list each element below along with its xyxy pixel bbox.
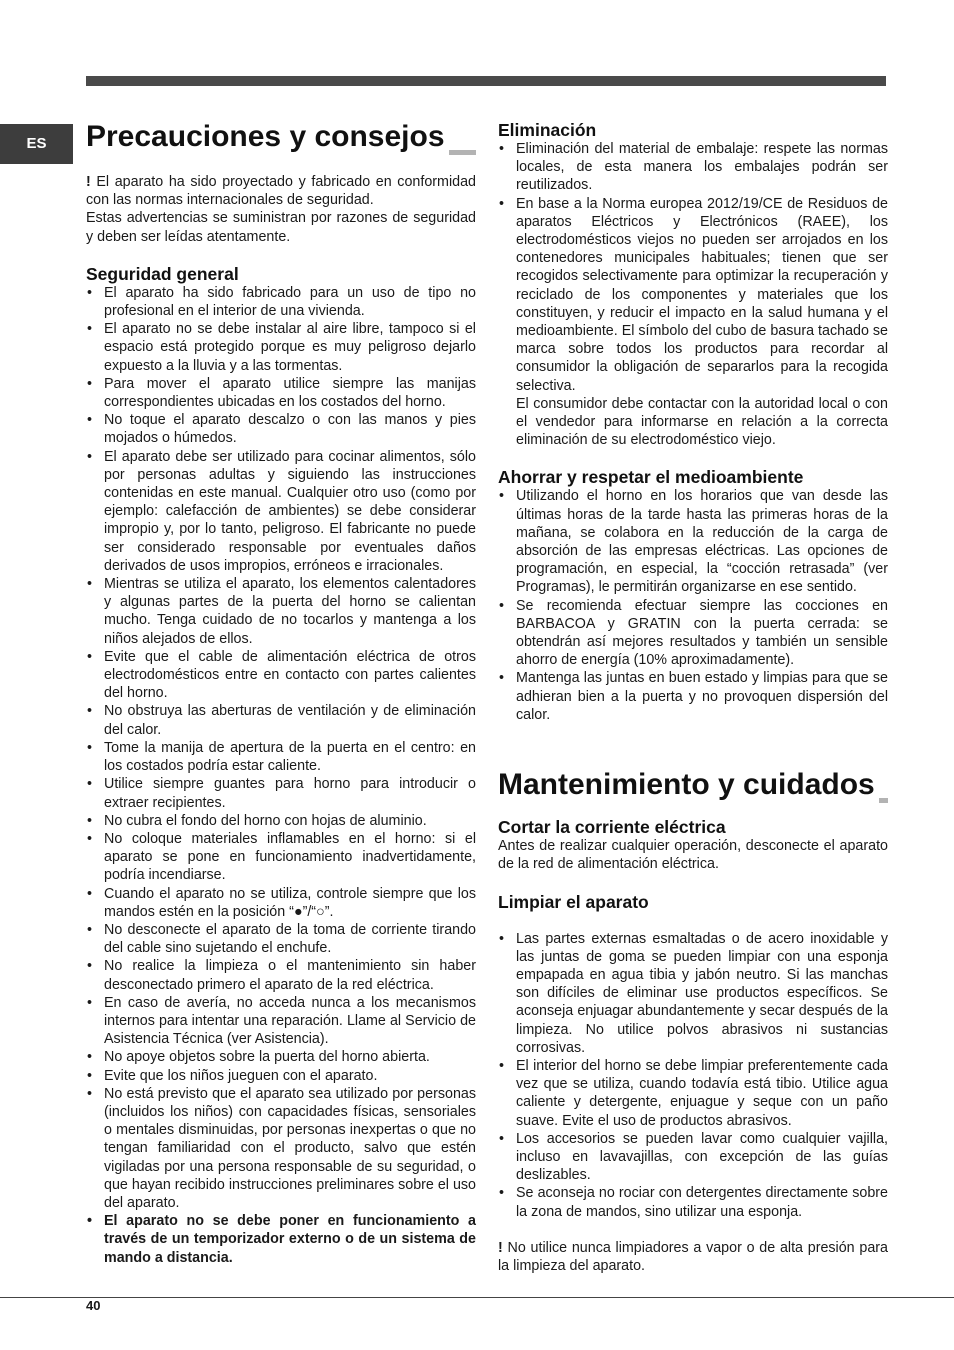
warning-mark: ! — [498, 1239, 503, 1256]
list-item: • Evite que el cable de alimentación eléctrica de otros electrodomésticos entre en contacto con partes calientes del horno. — [86, 648, 476, 703]
list-item-text: En base a la Norma europea 2012/19/CE de Residuos de aparatos Eléctricos y Electrónicos (RAEE), los electrodomésticos viejos no pueden ser arrojados en los contenedores municipales habituales; tienen que ser recogidos selectivamente para optimizar la recuperación y reciclado de los componentes y materiales que los constituyen, y reducir el impacto en la salud humana y el medioambiente. El símbolo del cubo de basura tachado se marca sobre todos los productos para recordar al consumidor la obligación de separarlos para la recogida selectiva. — [516, 195, 888, 394]
steam-warning-text: No utilice nunca limpiadores a vapor o de alta presión para la limpieza del aparato. — [498, 1239, 888, 1274]
save-list — [498, 487, 888, 724]
disposal-heading: Eliminación — [498, 120, 597, 140]
power-text: Antes de realizar cualquier operación, desconecte el aparato de la red de alimentación eléctrica. — [498, 838, 888, 873]
list-item: • Los accesorios se pueden lavar como cualquier vajilla, incluso en lavavajillas, con excepción de las guías deslizables. — [498, 1130, 888, 1185]
list-item: • No toque el aparato descalzo o con las manos y pies mojados o húmedos. — [86, 411, 476, 447]
list-item: • Utilice siempre guantes para horno para introducir o extraer recipientes. — [86, 775, 476, 811]
list-item: • Tome la manija de apertura de la puerta en el centro: en los costados podría estar caliente. — [86, 739, 476, 775]
list-item: • No obstruya las aberturas de ventilación y de eliminación del calor. — [86, 702, 476, 738]
list-item: • No coloque materiales inflamables en el horno: si el aparato se pone en funcionamiento inadvertidamente, podría incendiarse. — [86, 830, 476, 885]
safety-heading: Seguridad general — [86, 263, 239, 284]
warning-mark: ! — [86, 174, 91, 190]
maintenance-title: Mantenimiento y cuidados — [498, 767, 879, 803]
list-item: • El aparato debe ser utilizado para cocinar alimentos, sólo por personas adultas y siguiendo las instrucciones contenidas en este manual. Cualquier otro uso (como por ejemplo: calefacción de ambientes) se debe considerar impropio y, por lo tanto, peligroso. El fabricante no puede ser considerado responsable por eventuales daños derivados de usos impropios, erróneos e irracionales. — [86, 448, 476, 575]
list-item: • No está previsto que el aparato sea utilizado por personas (incluidos los niños) con capacidades físicas, sensoriales o mentales disminuidas, por personas inexpertas o que no tengan familiaridad con el producto, salvo que estén vigiladas por una persona responsable de su seguridad, o que hayan recibido instrucciones preliminares sobre el uso del aparato. — [86, 1085, 476, 1212]
footer-rule — [0, 1297, 954, 1298]
intro-paragraph-1 — [86, 173, 476, 209]
list-item-bold: • El aparato no se debe poner en funcionamiento a través de un temporizador externo o de un sistema de mando a distancia. — [86, 1212, 476, 1267]
precautions-title: Precauciones y consejos — [86, 119, 449, 155]
list-item: • Se recomienda efectuar siempre las cocciones en BARBACOA y GRATIN con la puerta cerrada: se obtendrán así mejores resultados y también un sensible ahorro de energía (10% aproximadamente). — [498, 597, 888, 670]
right-column — [498, 120, 888, 1275]
page-number: 40 — [86, 1298, 101, 1313]
intro-paragraph-2: Estas advertencias se suministran por razones de seguridad y deben ser leídas atentamente. — [86, 210, 476, 245]
list-item: • Utilizando el horno en los horarios que van desde las últimas horas de la tarde hasta las primeras horas de la mañana, se colabora en la reducción de la carga de absorción de las empresas eléctricas. Las opciones de programación, en especial, la “cocción retrasada” (ver Programas), le permitirán organizarse en ese sentido. — [498, 487, 888, 596]
precautions-title-wrap — [86, 114, 476, 155]
list-item — [498, 195, 888, 450]
safety-list — [86, 284, 476, 1267]
list-item: • El aparato ha sido fabricado para un uso de tipo no profesional en el interior de una vivienda. — [86, 284, 476, 320]
clean-list — [498, 930, 888, 1221]
list-item: • En caso de avería, no acceda nunca a los mecanismos internos para intentar una reparación. Llame al Servicio de Asistencia Técnica (ver Asistencia). — [86, 994, 476, 1049]
list-item: • Se aconseja no rociar con detergentes directamente sobre la zona de mandos, sino utilizar una esponja. — [498, 1184, 888, 1220]
top-rule — [86, 76, 886, 86]
save-heading: Ahorrar y respetar el medioambiente — [498, 467, 804, 488]
language-tab: ES — [0, 124, 73, 164]
list-item: • Evite que los niños jueguen con el aparato. — [86, 1067, 476, 1085]
list-item: • El interior del horno se debe limpiar preferentemente cada vez que se utiliza, cuando todavía está tibio. Utilice agua caliente y detergente, enjuague y seque con un paño suave. Evite el uso de productos abrasivos. — [498, 1057, 888, 1130]
power-heading: Cortar la corriente eléctrica — [498, 817, 726, 838]
intro-text-1: El aparato ha sido proyectado y fabricado en conformidad con las normas internacionales de seguridad. — [86, 174, 476, 209]
list-item: • El aparato no se debe instalar al aire libre, tampoco si el espacio está protegido porque es muy peligroso dejarlo expuesto a la lluvia y a las tormentas. — [86, 320, 476, 375]
left-column — [86, 114, 476, 1267]
list-item: • No realice la limpieza o el mantenimiento sin haber desconectado primero el aparato de la red eléctrica. — [86, 957, 476, 993]
maintenance-title-wrap — [498, 762, 888, 803]
list-item: • Cuando el aparato no se utiliza, controle siempre que los mandos estén en la posición “●”/“○”. — [86, 885, 476, 921]
list-item: • Las partes externas esmaltadas o de acero inoxidable y las juntas de goma se pueden limpiar con una esponja empapada en agua tibia y jabón neutro. Si las manchas son difíciles de eliminar use productos específicos. Se aconseja enjuagar abundantemente y secar después de la limpieza. No utilice polvos abrasivos ni sustancias corrosivas. — [498, 930, 888, 1057]
list-item: • Mientras se utiliza el aparato, los elementos calentadores y algunas partes de la puerta del horno se calientan mucho. Tenga cuidado de no tocarlos y mantenga a los niños alejados de ellos. — [86, 575, 476, 648]
steam-warning — [498, 1239, 888, 1275]
list-item: • Para mover el aparato utilice siempre las manijas correspondientes ubicadas en los costados del horno. — [86, 375, 476, 411]
list-item: • No desconecte el aparato de la toma de corriente tirando del cable sino sujetando el enchufe. — [86, 921, 476, 957]
clean-heading: Limpiar el aparato — [498, 891, 649, 912]
list-item: • No cubra el fondo del horno con hojas de aluminio. — [86, 812, 476, 830]
list-item: • No apoye objetos sobre la puerta del horno abierta. — [86, 1048, 476, 1066]
disposal-list — [498, 140, 888, 449]
list-item: • Mantenga las juntas en buen estado y limpias para que se adhieran bien a la puerta y no provoquen dispersión del calor. — [498, 669, 888, 724]
list-item: • Eliminación del material de embalaje: respete las normas locales, de esta manera los embalajes podrán ser reutilizados. — [498, 140, 888, 195]
disposal-extra-text: El consumidor debe contactar con la autoridad local o con el vendedor para informarse en relación a la correcta eliminación de su electrodoméstico viejo. — [516, 395, 888, 449]
